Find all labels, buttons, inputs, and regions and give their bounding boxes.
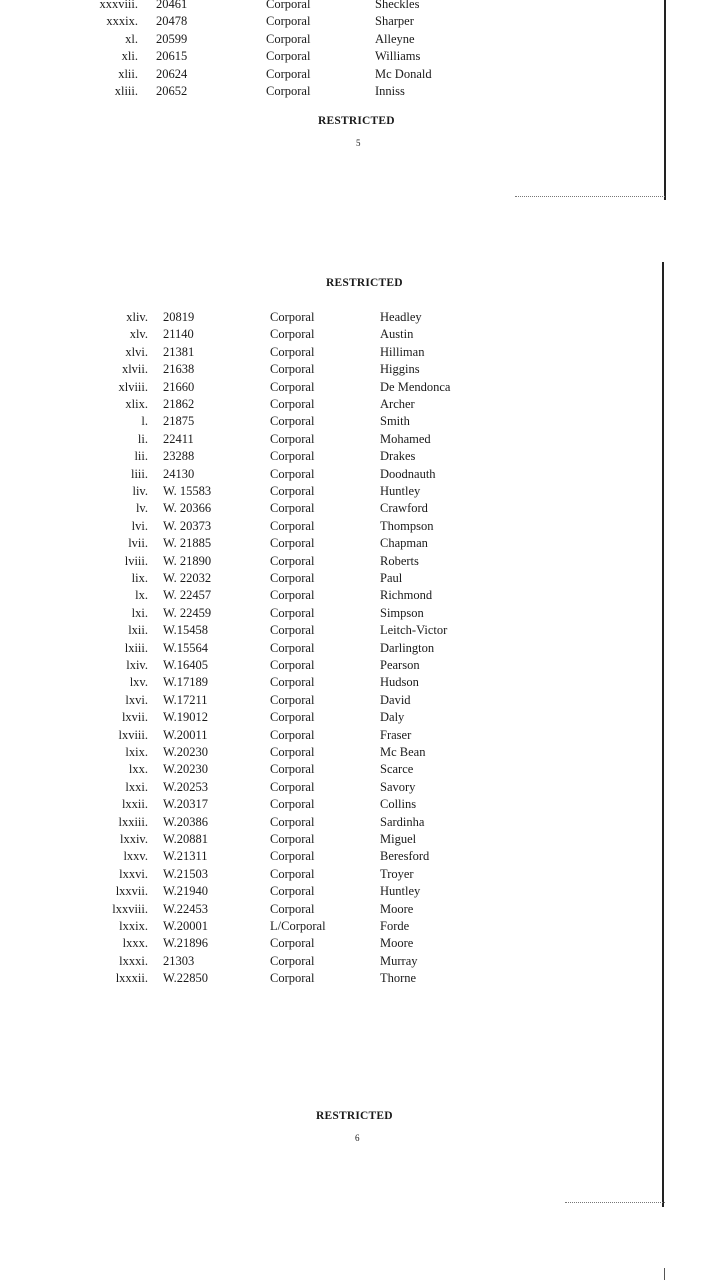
service-number: W. 22459: [163, 605, 212, 620]
rank: Corporal: [270, 588, 315, 603]
surname: Troyer: [380, 866, 414, 881]
surname: David: [380, 692, 411, 707]
surname: Thompson: [380, 518, 434, 533]
rank: Corporal: [270, 727, 315, 742]
roster-index: l.: [141, 414, 148, 429]
roster-index: xlvi.: [125, 344, 148, 359]
rank: Corporal: [270, 814, 315, 829]
rank: Corporal: [270, 362, 315, 377]
roster-index: lxxxii.: [115, 971, 148, 986]
rank: Corporal: [270, 397, 315, 411]
roster-index: lxiv.: [126, 658, 148, 672]
surname: Doodnauth: [380, 466, 436, 481]
service-number: W. 22457: [163, 588, 212, 603]
surname: Mc Bean: [380, 745, 426, 759]
roster-index: lxxx.: [122, 936, 148, 951]
service-number: W. 21890: [163, 553, 212, 568]
surname: Roberts: [380, 553, 419, 568]
roster-index: lix.: [131, 571, 148, 585]
rank: Corporal: [270, 936, 315, 951]
surname: Alleyne: [375, 31, 415, 46]
roster-row: [0, 744, 720, 761]
rank: Corporal: [270, 901, 315, 916]
surname: Smith: [380, 414, 410, 429]
roster-row: [0, 309, 720, 326]
roster-index: lxxviii.: [112, 901, 148, 916]
surname: Pearson: [380, 658, 420, 672]
surname: Chapman: [380, 536, 428, 551]
roster-row: [0, 814, 720, 831]
service-number: 20478: [156, 14, 188, 29]
footer-restricted-marking: RESTRICTED: [318, 115, 395, 127]
surname: Williams: [375, 49, 421, 64]
roster-row: [0, 953, 720, 970]
service-number: W.20317: [163, 797, 209, 812]
service-number: W.20881: [163, 832, 209, 846]
roster-row: [0, 13, 720, 30]
roster-index: xxxix.: [106, 14, 138, 29]
roster-index: lx.: [135, 588, 148, 603]
roster-row: [0, 935, 720, 952]
service-number: W.17211: [163, 692, 208, 707]
roster-row: [0, 361, 720, 378]
rank: Corporal: [270, 797, 315, 812]
rank: Corporal: [270, 762, 315, 777]
roster-index: lii.: [134, 449, 148, 464]
rank: Corporal: [270, 379, 315, 394]
page-5: [0, 0, 720, 200]
service-number: W.22453: [163, 901, 209, 916]
surname: Inniss: [375, 84, 405, 98]
scan-artifact-line: [565, 1202, 665, 1204]
roster-row: [0, 587, 720, 604]
service-number: W.19012: [163, 710, 209, 725]
rank: Corporal: [270, 414, 315, 429]
roster-index: lxi.: [131, 605, 148, 620]
next-page-edge: [664, 1268, 665, 1280]
service-number: 20652: [156, 84, 188, 98]
roster-row: [0, 709, 720, 726]
service-number: 20624: [156, 66, 188, 81]
roster-row: [0, 0, 720, 13]
service-number: W. 22032: [163, 571, 212, 585]
service-number: 20819: [163, 310, 195, 324]
service-number: 22411: [163, 431, 194, 446]
service-number: W.20253: [163, 779, 209, 794]
service-number: W.20001: [163, 919, 209, 933]
surname: Moore: [380, 936, 414, 951]
roster-index: lv.: [135, 501, 148, 516]
service-number: 21660: [163, 379, 195, 394]
rank: Corporal: [270, 449, 315, 464]
roster-row: [0, 379, 720, 396]
rank: Corporal: [270, 623, 315, 638]
rank: Corporal: [270, 553, 315, 568]
roster-row: [0, 848, 720, 865]
service-number: W.21503: [163, 866, 209, 881]
rank: Corporal: [270, 327, 315, 342]
roster-row: [0, 779, 720, 796]
service-number: W.20230: [163, 762, 209, 777]
rank: Corporal: [270, 745, 315, 759]
surname: Hilliman: [380, 344, 425, 359]
rank: Corporal: [270, 884, 315, 899]
roster-index: lxii.: [128, 623, 148, 638]
rank: Corporal: [270, 484, 315, 498]
surname: Simpson: [380, 605, 424, 620]
surname: Paul: [380, 571, 403, 585]
service-number: 21381: [163, 344, 195, 359]
service-number: 21862: [163, 397, 195, 411]
service-number: W.21940: [163, 884, 209, 899]
service-number: 23288: [163, 449, 195, 464]
roster-index: lxxiv.: [119, 832, 148, 846]
header-restricted-marking: RESTRICTED: [326, 277, 403, 289]
rank: Corporal: [270, 710, 315, 725]
surname: Mohamed: [380, 431, 431, 446]
service-number: 21875: [163, 414, 195, 429]
rank: Corporal: [270, 832, 315, 846]
surname: Forde: [380, 919, 410, 933]
roster-row: [0, 431, 720, 448]
service-number: 21638: [163, 362, 195, 377]
roster-row: [0, 761, 720, 778]
surname: De Mendonca: [380, 379, 451, 394]
rank: Corporal: [266, 66, 311, 81]
rank: Corporal: [270, 849, 315, 864]
roster-row: [0, 970, 720, 987]
roster-row: [0, 570, 720, 587]
surname: Sharper: [375, 14, 414, 29]
roster-row: [0, 466, 720, 483]
roster-row: [0, 518, 720, 535]
rank: Corporal: [270, 866, 315, 881]
rank: Corporal: [266, 0, 311, 11]
surname: Miguel: [380, 832, 417, 846]
rank: Corporal: [270, 501, 315, 516]
surname: Thorne: [380, 971, 417, 986]
service-number: W.16405: [163, 658, 209, 672]
roster-row: [0, 413, 720, 430]
rank: Corporal: [270, 675, 315, 690]
surname: Savory: [380, 779, 416, 794]
roster-index: xlix.: [125, 397, 148, 411]
roster-index: lxxii.: [121, 797, 148, 812]
scan-artifact-line: [515, 196, 665, 198]
surname: Leitch-Victor: [380, 623, 448, 638]
roster-row: [0, 622, 720, 639]
roster-row: [0, 483, 720, 500]
service-number: W. 20373: [163, 518, 212, 533]
rank: Corporal: [270, 953, 315, 968]
service-number: W.15564: [163, 640, 209, 655]
roster-index: lxxi.: [125, 779, 148, 794]
service-number: W.20011: [163, 727, 208, 742]
roster-row: [0, 66, 720, 83]
rank: Corporal: [270, 779, 315, 794]
roster-index: liii.: [130, 466, 148, 481]
roster-index: lvi.: [131, 518, 148, 533]
surname: Darlington: [380, 640, 435, 655]
roster-row: [0, 901, 720, 918]
service-number: W.22850: [163, 971, 209, 986]
page-edge-shadow: [662, 262, 664, 1207]
service-number: 20461: [156, 0, 188, 11]
rank: Corporal: [270, 571, 315, 585]
service-number: W. 20366: [163, 501, 212, 516]
rank: Corporal: [270, 536, 315, 551]
surname: Huntley: [380, 484, 421, 498]
rank: Corporal: [270, 518, 315, 533]
roster-row: [0, 692, 720, 709]
page-number: 6: [355, 1133, 360, 1143]
service-number: W.17189: [163, 675, 209, 690]
roster-index: lviii.: [124, 553, 148, 568]
roster-index: lxxiii.: [118, 814, 148, 829]
surname: Murray: [380, 953, 418, 968]
rank: Corporal: [270, 466, 315, 481]
service-number: W.20386: [163, 814, 209, 829]
roster-index: li.: [137, 431, 148, 446]
surname: Fraser: [380, 727, 412, 742]
roster-index: lxvii.: [121, 710, 148, 725]
rank: Corporal: [266, 31, 311, 46]
roster-row: [0, 796, 720, 813]
roster-index: lxv.: [129, 675, 148, 690]
surname: Archer: [380, 397, 415, 411]
service-number: W. 15583: [163, 484, 212, 498]
roster-index: xlv.: [129, 327, 148, 342]
roster-row: [0, 657, 720, 674]
service-number: W.15458: [163, 623, 209, 638]
surname: Collins: [380, 797, 417, 812]
rank: Corporal: [266, 14, 311, 29]
roster-index: xliii.: [114, 84, 138, 98]
page-6: [0, 262, 720, 1207]
surname: Austin: [380, 327, 414, 342]
roster-row: [0, 31, 720, 48]
surname: Moore: [380, 901, 414, 916]
surname: Sheckles: [375, 0, 420, 11]
roster-row: [0, 344, 720, 361]
roster-index: lvii.: [128, 536, 148, 551]
roster-row: [0, 500, 720, 517]
surname: Sardinha: [380, 814, 425, 829]
page-number: 5: [356, 138, 361, 148]
roster-index: lxxvi.: [119, 866, 148, 881]
roster-row: [0, 918, 720, 935]
surname: Headley: [380, 310, 422, 324]
rank: Corporal: [270, 344, 315, 359]
surname: Beresford: [380, 849, 430, 864]
service-number: 21140: [163, 327, 194, 342]
roster-row: [0, 674, 720, 691]
rank: Corporal: [266, 84, 311, 98]
rank: L/Corporal: [270, 919, 326, 933]
surname: Mc Donald: [375, 66, 432, 81]
surname: Scarce: [380, 762, 414, 777]
roster-row: [0, 883, 720, 900]
roster-index: lxxix.: [119, 919, 148, 933]
roster-row: [0, 605, 720, 622]
service-number: 20615: [156, 49, 188, 64]
page-edge-shadow: [664, 0, 666, 200]
roster-row: [0, 326, 720, 343]
service-number: W.20230: [163, 745, 209, 759]
roster-row: [0, 553, 720, 570]
surname: Hudson: [380, 675, 419, 690]
roster-index: xlii.: [118, 66, 138, 81]
roster-index: xli.: [121, 49, 138, 64]
surname: Higgins: [380, 362, 420, 377]
roster-index: lxviii.: [118, 727, 148, 742]
rank: Corporal: [270, 692, 315, 707]
surname: Huntley: [380, 884, 421, 899]
rank: Corporal: [270, 658, 315, 672]
roster-index: xxxviii.: [99, 0, 138, 11]
service-number: 24130: [163, 466, 195, 481]
roster-index: liv.: [132, 484, 148, 498]
service-number: 20599: [156, 31, 188, 46]
roster-index: xliv.: [126, 310, 148, 324]
roster-index: xlviii.: [118, 379, 148, 394]
roster-index: lxx.: [128, 762, 148, 777]
rank: Corporal: [270, 605, 315, 620]
service-number: W.21311: [163, 849, 208, 864]
roster-index: lxiii.: [124, 640, 148, 655]
roster-row: [0, 83, 720, 100]
surname: Daly: [380, 710, 405, 725]
service-number: W. 21885: [163, 536, 212, 551]
roster-row: [0, 640, 720, 657]
roster-row: [0, 448, 720, 465]
roster-row: [0, 866, 720, 883]
roster-row: [0, 831, 720, 848]
roster-index: lxxv.: [123, 849, 148, 864]
surname: Richmond: [380, 588, 433, 603]
service-number: W.21896: [163, 936, 209, 951]
roster-row: [0, 396, 720, 413]
rank: Corporal: [270, 640, 315, 655]
roster-index: lxix.: [125, 745, 148, 759]
roster-index: lxxxi.: [119, 953, 148, 968]
rank: Corporal: [270, 310, 315, 324]
footer-restricted-marking: RESTRICTED: [316, 1110, 393, 1122]
rank: Corporal: [266, 49, 311, 64]
roster-index: lxvi.: [125, 692, 148, 707]
roster-index: xlvii.: [121, 362, 148, 377]
roster-row: [0, 535, 720, 552]
roster-row: [0, 727, 720, 744]
roster-index: lxxvii.: [115, 884, 148, 899]
roster-index: xl.: [125, 31, 138, 46]
surname: Drakes: [380, 449, 416, 464]
rank: Corporal: [270, 971, 315, 986]
surname: Crawford: [380, 501, 428, 516]
service-number: 21303: [163, 953, 195, 968]
rank: Corporal: [270, 431, 315, 446]
roster-row: [0, 48, 720, 65]
